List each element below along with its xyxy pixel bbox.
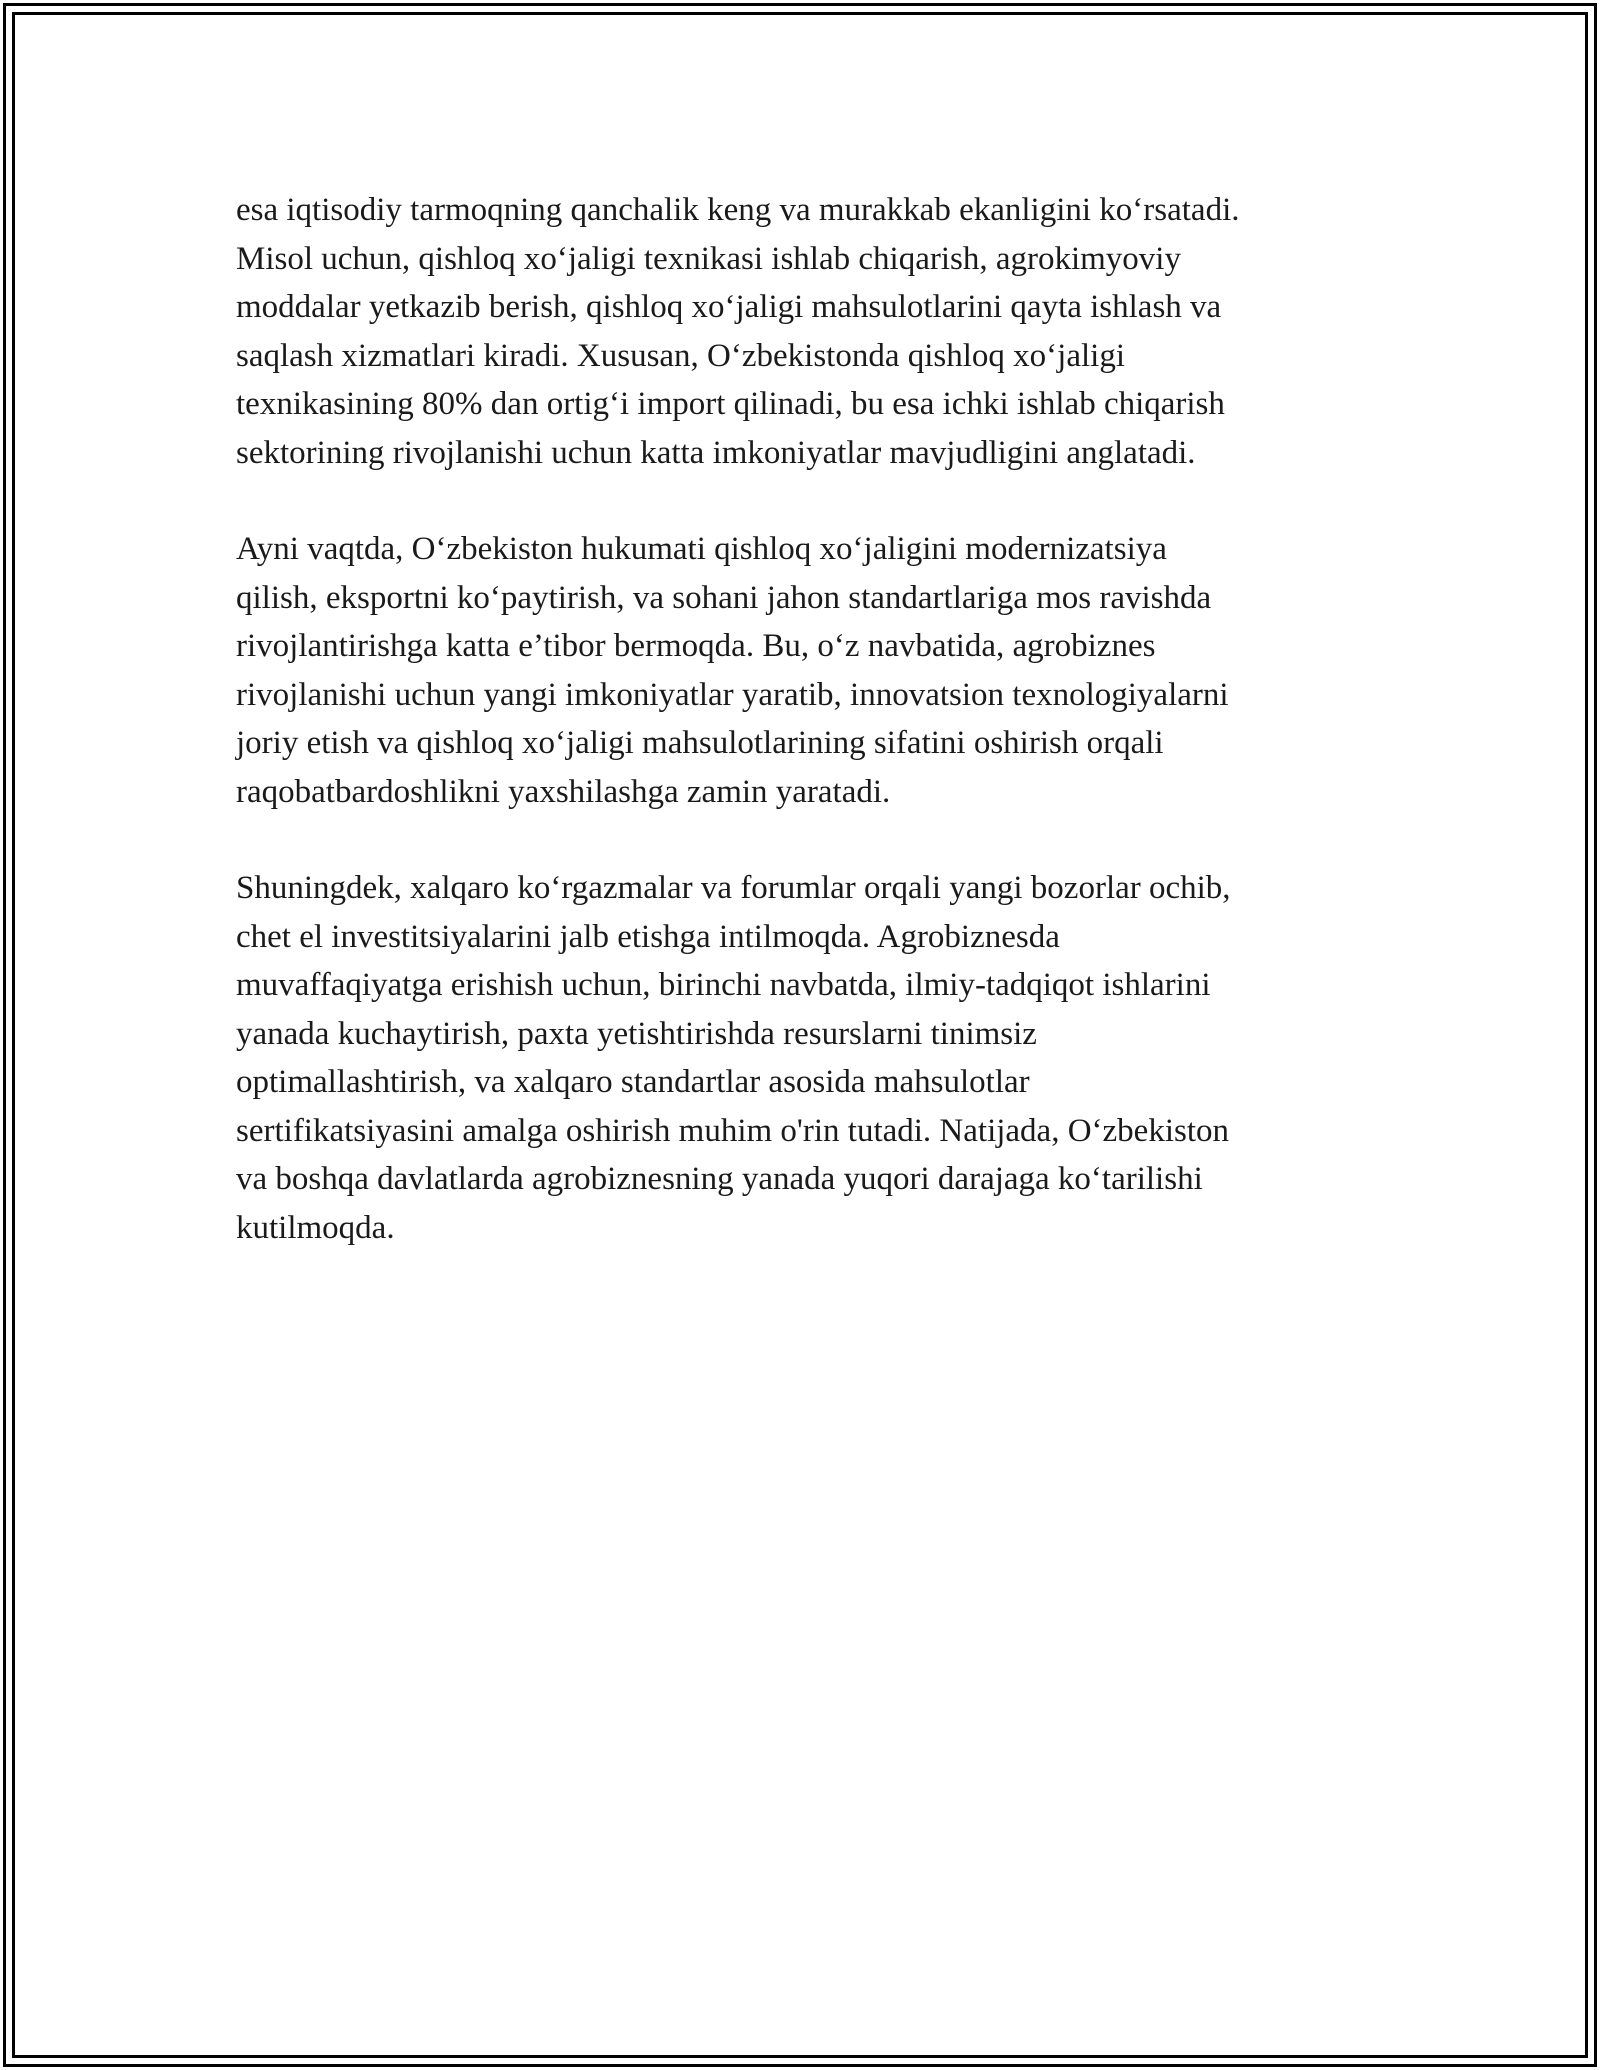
document-body [236, 186, 1366, 1300]
text-line: Misol uchun, qishloq xo‘jaligi texnikasi ishlab chiqarish, agrokimyoviy [236, 240, 1181, 277]
text-line: optimallashtirish, va xalqaro standartlar asosida mahsulotlar [236, 1064, 1030, 1100]
text-line: raqobatbardoshlikni yaxshilashga zamin yaratadi. [236, 773, 891, 810]
text-line: joriy etish va qishloq xo‘jaligi mahsulotlarining sifatini oshirish orqali [236, 725, 1164, 761]
text-line: yanada kuchaytirish, paxta yetishtirishda resurslarni tinimsiz [236, 1015, 1037, 1052]
text-line: Ayni vaqtda, O‘zbekiston hukumati qishloq xo‘jaligini modernizatsiya [236, 531, 1167, 567]
text-line: Shuningdek, xalqaro ko‘rgazmalar va forumlar orqali yangi bozorlar ochib, [236, 870, 1231, 906]
text-line: texnikasining 80% dan ortig‘i import qilinadi, bu esa ichki ishlab chiqarish [236, 386, 1225, 422]
text-line: moddalar yetkazib berish, qishloq xo‘jaligi mahsulotlarini qayta ishlash va [236, 289, 1222, 325]
paragraph-1 [236, 186, 1366, 477]
text-line: kutilmoqda. [236, 1209, 395, 1246]
text-line: va boshqa davlatlarda agrobiznesning yanada yuqori darajaga ko‘tarilishi [236, 1161, 1203, 1197]
paragraph-2 [236, 525, 1366, 816]
text-line: sektorining rivojlanishi uchun katta imkoniyatlar mavjudligini anglatadi. [236, 434, 1196, 471]
text-line: esa iqtisodiy tarmoqning qanchalik keng va murakkab ekanligini ko‘rsatadi. [236, 192, 1240, 228]
text-line: rivojlanishi uchun yangi imkoniyatlar yaratib, innovatsion texnologiyalarni [236, 676, 1229, 713]
text-line: muvaffaqiyatga erishish uchun, birinchi navbatda, ilmiy-tadqiqot ishlarini [236, 967, 1211, 1003]
text-line: qilish, eksportni ko‘paytirish, va sohani jahon standartlariga mos ravishda [236, 579, 1212, 616]
text-line: rivojlantirishga katta e’tibor bermoqda. Bu, o‘z navbatida, agrobiznes [236, 628, 1156, 664]
paragraph-3 [236, 864, 1366, 1252]
text-line: saqlash xizmatlari kiradi. Xususan, O‘zbekistonda qishloq xo‘jaligi [236, 337, 1125, 374]
text-line: sertifikatsiyasini amalga oshirish muhim o'rin tutadi. Natijada, O‘zbekiston [236, 1112, 1229, 1149]
text-line: chet el investitsiyalarini jalb etishga intilmoqda. Agrobiznesda [236, 918, 1060, 955]
